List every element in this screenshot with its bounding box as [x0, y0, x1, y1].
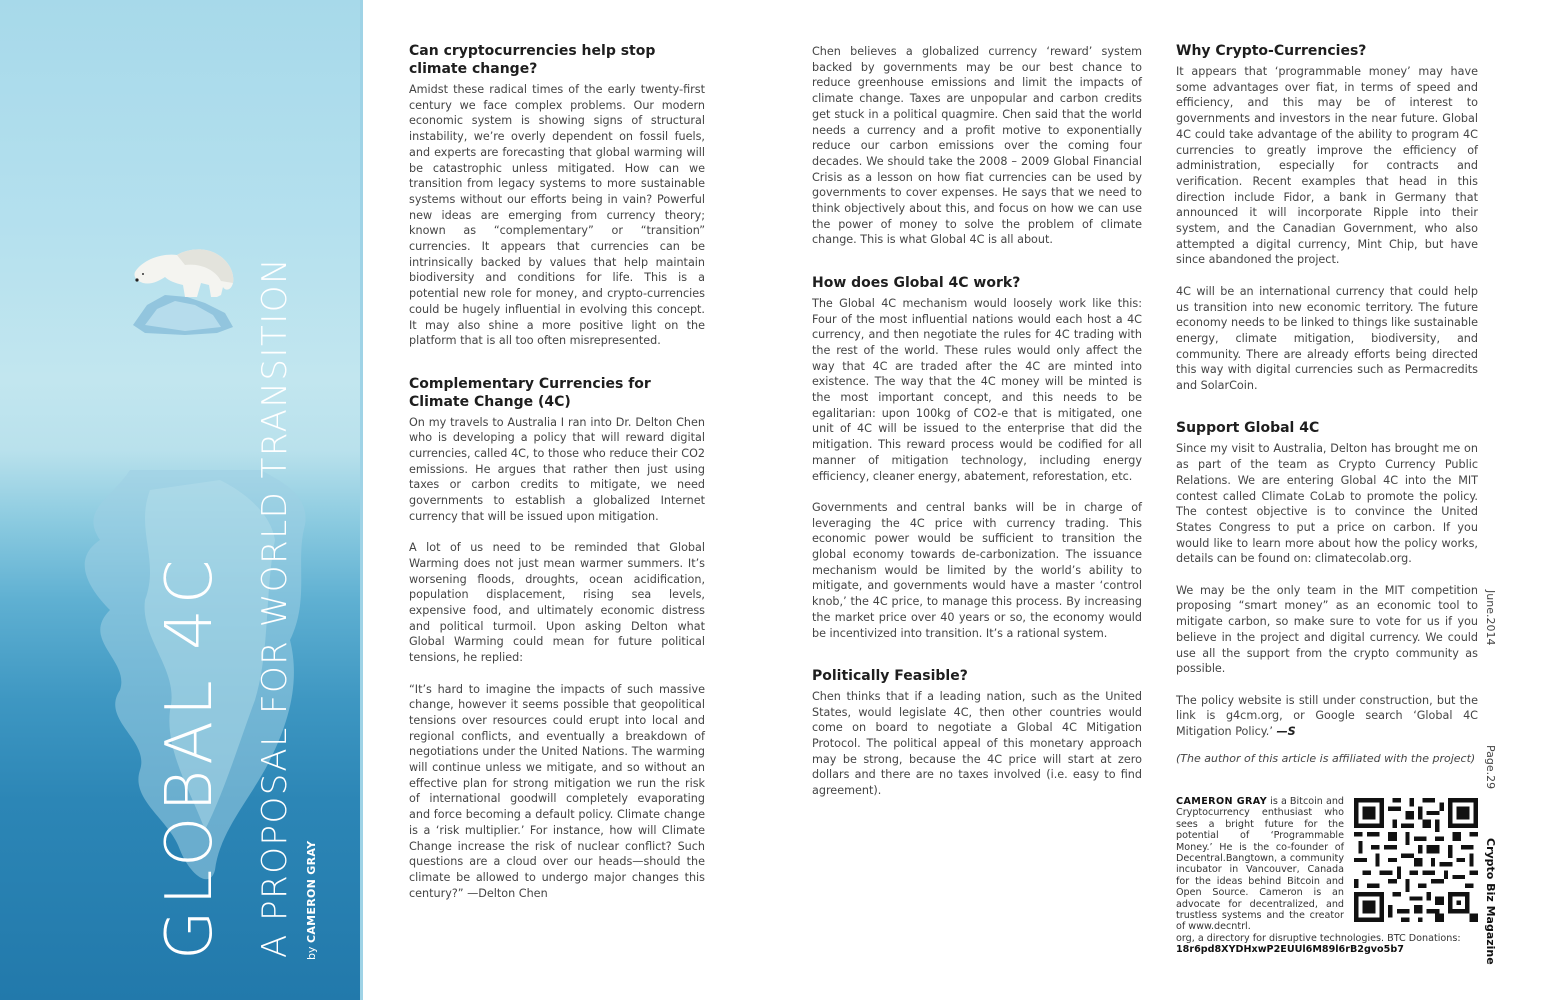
byline-prefix: by: [305, 946, 318, 960]
disclosure-note: (The author of this article is affiliated with the project): [1176, 752, 1476, 766]
cover-title: GLOBAL 4C: [153, 554, 227, 960]
byline-author: CAMERON GRAY: [305, 840, 318, 943]
section-heading: Why Crypto-Currencies?: [1176, 43, 1367, 59]
cover-image-panel: [0, 0, 363, 1000]
paragraph: Chen thinks that if a leading nation, such as the United States, would legislate 4C, then other countries would come on board to negotiate a Global 4C Mitigation Protocol. The political appeal of this monetary approach may be strong, because the 4C price will start at zero dollars and there are no taxes involved (i.e. easy to find agreement).: [812, 689, 1142, 798]
paragraph: 4C will be an international currency that could help us transition into new economic territory. The future economy needs to be linked to things like sustainable energy, climate mitigation, biodiversity, and community. There are already efforts being directed this way with digital currencies such as Permacredits and SolarCoin.: [1176, 284, 1478, 393]
paragraph: Governments and central banks will be in charge of leveraging the 4C price with currency trading. This economic power would be sufficient to transition the global economy towards de-carbonization. The issuance mechanism would be limited by the world’s ability to mitigate, and governments would have a master ‘control knob,’ the 4C price, to manage this process. By increasing the market price over 40 years or so, the economy would be incentivized into transition. It’s a rational system.: [812, 500, 1142, 640]
author-bio: [1176, 796, 1478, 956]
qr-code-icon[interactable]: [1354, 798, 1478, 922]
bio-body: is a Bitcoin and Cryptocurrency enthusiast who sees a bright future for the potential of ‘Programmable Money.’ He is the co-founder of Decentral.Bangtown, a community incubator in Vancouver, Canada for the ideas behind Bitcoin and Open Source. Cameron is an advocate for decentralized, and trustless systems and the creator of www.decntrl.: [1176, 796, 1344, 933]
article-column-1: [409, 42, 705, 901]
bio-author-name: CAMERON GRAY: [1176, 796, 1268, 807]
polar-bear-on-ice-illustration: [125, 225, 255, 355]
section-spacer: [812, 264, 1142, 274]
section-heading: Complementary Currencies for Climate Change (4C): [409, 375, 651, 410]
bio-tail: [1176, 933, 1478, 956]
section-spacer: [1176, 409, 1478, 419]
paragraph: A lot of us need to be reminded that Global Warming does not just mean warmer summers. It’s worsening floods, droughts, ocean acidification, population displacement, rising sea levels, expensive food, and ultimately economic distress and political turmoil. Upon asking Delton what Global Warming could mean for future political tensions, he replied:: [409, 541, 705, 665]
paragraph: Amidst these radical times of the early twenty-first century we face complex problems. Our modern economic system is showing signs of structural instability, we’re overly dependent on fossil fuels, and experts are forecasting that global warming will be catastrophic unless mitigated. How can we transition from legacy systems to more sustainable systems without our efforts being in vain? Powerful new ideas are emerging from currency theory; known as “complementary” or “transition” currencies. It appears that currencies can be intrinsically backed by values that help maintain biodiversity and conditions for life. This is a potential new role for money, and crypto-currencies could be hugely influential in evolving this concept. It may also shine a more positive light on the platform that is all too often misrepresented.: [409, 83, 705, 348]
article-column-2: [812, 44, 1142, 799]
section-heading: How does Global 4C work?: [812, 274, 1021, 291]
btc-donation-address[interactable]: 18r6pd8XYDHxwP2EUUl6M89l6rB2gvo5b7: [1176, 944, 1404, 956]
closing-paragraph: [1176, 693, 1478, 740]
bio-text: [1176, 796, 1344, 933]
issue-date: June.2014: [1484, 590, 1497, 646]
page-number: Page.29: [1484, 745, 1497, 790]
magazine-name: Crypto Biz Magazine: [1484, 838, 1497, 965]
paragraph: The Global 4C mechanism would loosely work like this: Four of the most influential nations would each host a 4C currency, and then negotiate the rules for 4C trading with the rest of the world. These rules would only affect the way that 4C are traded after the 4C are minted into existence. The way that the 4C money will be minted is the most important concept, and this needs to be egalitarian: upon 100kg of CO2-e that is mitigated, one unit of 4C will be issued to the enterprise that did the mitigation. This reward process would be codified for all manner of mitigation technology, including energy efficiency, cleaner energy, abatement, reforestation, etc.: [812, 296, 1142, 483]
section-heading: Support Global 4C: [1176, 420, 1320, 437]
author-signature: —S: [1276, 725, 1296, 739]
article-column-3: [1176, 42, 1478, 767]
paragraph: We may be the only team in the MIT competition proposing “smart money” as an economic tool to mitigate carbon, so make sure to vote for us if you believe in the project and digital currency. We could use all the support from the crypto community as possible.: [1176, 583, 1478, 676]
section-spacer: [812, 657, 1142, 667]
closing-text: The policy website is still under construction, but the link is g4cm.org, or Google search ‘Global 4C Mitigation Policy.’: [1176, 693, 1478, 739]
paragraph: It appears that ‘programmable money’ may have some advantages over fiat, in terms of speed and efficiency, and this may be of interest to governments and investors in the near future. Global 4C could take advantage of the ability to program 4C currencies to greatly improve the efficiency of administration, especially for contracts and verification. Recent examples that head in this direction include Fidor, a bank in Germany that announced it will incorporate Ripple into their system, and the Canadian Government, who also attempted a digital currency, Mint Chip, but have since abandoned the project.: [1176, 65, 1478, 267]
paragraph: Chen believes a globalized currency ‘reward’ system backed by governments may be our best chance to reduce greenhouse emissions and limit the impacts of climate change. Taxes are unpopular and carbon credits get stuck in a political quagmire. Chen said that the world needs a currency and a profit motive to exponentially reduce our carbon emissions over the coming four decades. We should take the 2008 – 2009 Global Financial Crisis as a lesson on how fiat currencies can be used by governments to cover expenses. He says that we need to think objectively about this, and focus on how we can use the power of money to solve the problem of climate change. This is what Global 4C is all about.: [812, 45, 1142, 247]
section-heading: Can cryptocurrencies help stop climate change?: [409, 43, 656, 77]
cover-byline: [305, 841, 319, 960]
cover-subtitle: A PROPOSAL FOR WORLD TRANSITION: [255, 257, 295, 958]
paragraph: Since my visit to Australia, Delton has brought me on as part of the team as Crypto Currency Public Relations. We are entering Global 4C into the MIT contest called Climate CoLab to promote the policy. The contest objective is to convince the United States Congress to put a price on carbon. If you would like to learn more about how the policy works, details can be found on: climatecolab.org.: [1176, 442, 1478, 566]
section-spacer: [409, 365, 705, 375]
section-heading: Politically Feasible?: [812, 667, 968, 684]
bio-tail-text: org, a directory for disruptive technologies. BTC Donations:: [1176, 933, 1461, 944]
paragraph: On my travels to Australia I ran into Dr. Delton Chen who is developing a policy that will reward digital currencies, called 4C, to those who reduce their CO2 emissions. He argues that rather then just using taxes or carbon credits to mitigate, we need governments to establish a globalized Internet currency that will be issued upon mitigation.: [409, 415, 705, 523]
quote-paragraph: “It’s hard to imagine the impacts of such massive change, however it seems possible that geopolitical tensions over resources could erupt into local and regional conflicts, and eventually a breakdown of negotiations under the United Nations. The warming will continue unless we mitigate, and so without an effective plan for strong mitigation we run the risk of international goodwill completely evaporating and force becoming a default policy. Climate change is a ‘risk multiplier.’ For instance, how will Climate Change increase the risk of nuclear conflict? Such questions are a cloud over our heads—should the climate be allowed to undergo major changes this century?” —Delton Chen: [409, 682, 705, 900]
